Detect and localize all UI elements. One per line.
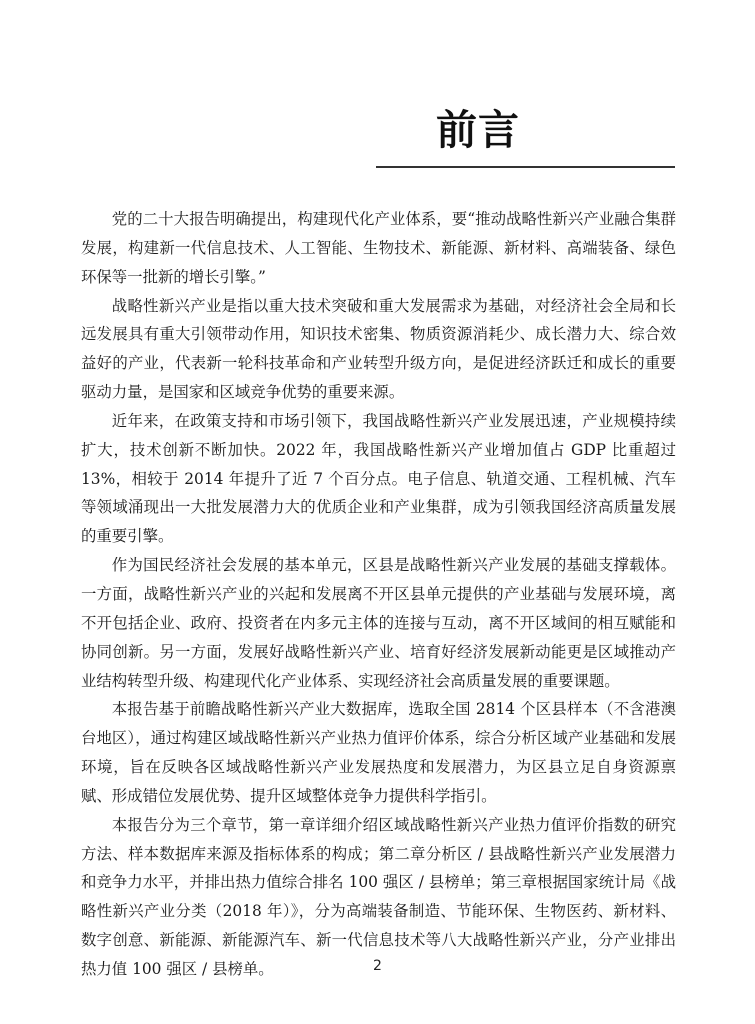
page-number: 2 bbox=[373, 958, 382, 974]
paragraph: 战略性新兴产业是指以重大技术突破和重大发展需求为基础，对经济社会全局和长远发展具有重大引领带动作用，知识技术密集、物质资源消耗少、成长潜力大、综合效益好的产业，代表新一轮科技革命和产业转型升级方向，是促进经济跃迁和成长的重要驱动力量，是国家和区域竞争优势的重要来源。 bbox=[81, 296, 676, 402]
paragraph: 党的二十大报告明确提出，构建现代化产业体系，要“推动战略性新兴产业融合集群发展，构建新一代信息技术、人工智能、生物技术、新能源、新材料、高端装备、绿色环保等一批新的增长引擎。” bbox=[81, 210, 676, 286]
title-underline bbox=[376, 166, 675, 168]
paragraph: 本报告分为三个章节，第一章详细介绍区域战略性新兴产业热力值评价指数的研究方法、样本数据库来源及指标体系的构成；第二章分析区 / 县战略性新兴产业发展潜力和竞争力水平，并排出热力值综合排名 100 强区 / 县榜单；第三章根据国家统计局《战略性新兴产业分类（2018 年）》，分为高端装备制造、节能环保、生物医药、新材料、数字创意、新能源、新能源汽车、新一代信息技术等八大战略性新兴产业，分产业排出热力值 100 强区 / 县榜单。 bbox=[81, 815, 676, 978]
preface-body bbox=[81, 205, 676, 984]
page-title: 前言 bbox=[436, 106, 520, 154]
paragraph: 近年来，在政策支持和市场引领下，我国战略性新兴产业发展迅速，产业规模持续扩大，技术创新不断加快。2022 年，我国战略性新兴产业增加值占 GDP 比重超过 13%，相较于 2014 年提升了近 7 个百分点。电子信息、轨道交通、工程机械、汽车等领域涌现出一大批发展潜力大的优质企业和产业集群，成为引领我国经济高质量发展的重要引擎。 bbox=[81, 411, 676, 546]
paragraph: 本报告基于前瞻战略性新兴产业大数据库，选取全国 2814 个区县样本（不含港澳台地区），通过构建区域战略性新兴产业热力值评价体系，综合分析区域产业基础和发展环境，旨在反映各区域战略性新兴产业发展热度和发展潜力，为区县立足自身资源禀赋、形成错位发展优势、提升区域整体竞争力提供科学指引。 bbox=[81, 700, 676, 805]
paragraph: 作为国民经济社会发展的基本单元，区县是战略性新兴产业发展的基础支撑载体。一方面，战略性新兴产业的兴起和发展离不开区县单元提供的产业基础与发展环境，离不开包括企业、政府、投资者在内多元主体的连接与互动，离不开区域间的相互赋能和协同创新。另一方面，发展好战略性新兴产业、培育好经济发展新动能更是区域推动产业结构转型升级、构建现代化产业体系、实现经济社会高质量发展的重要课题。 bbox=[81, 556, 676, 690]
